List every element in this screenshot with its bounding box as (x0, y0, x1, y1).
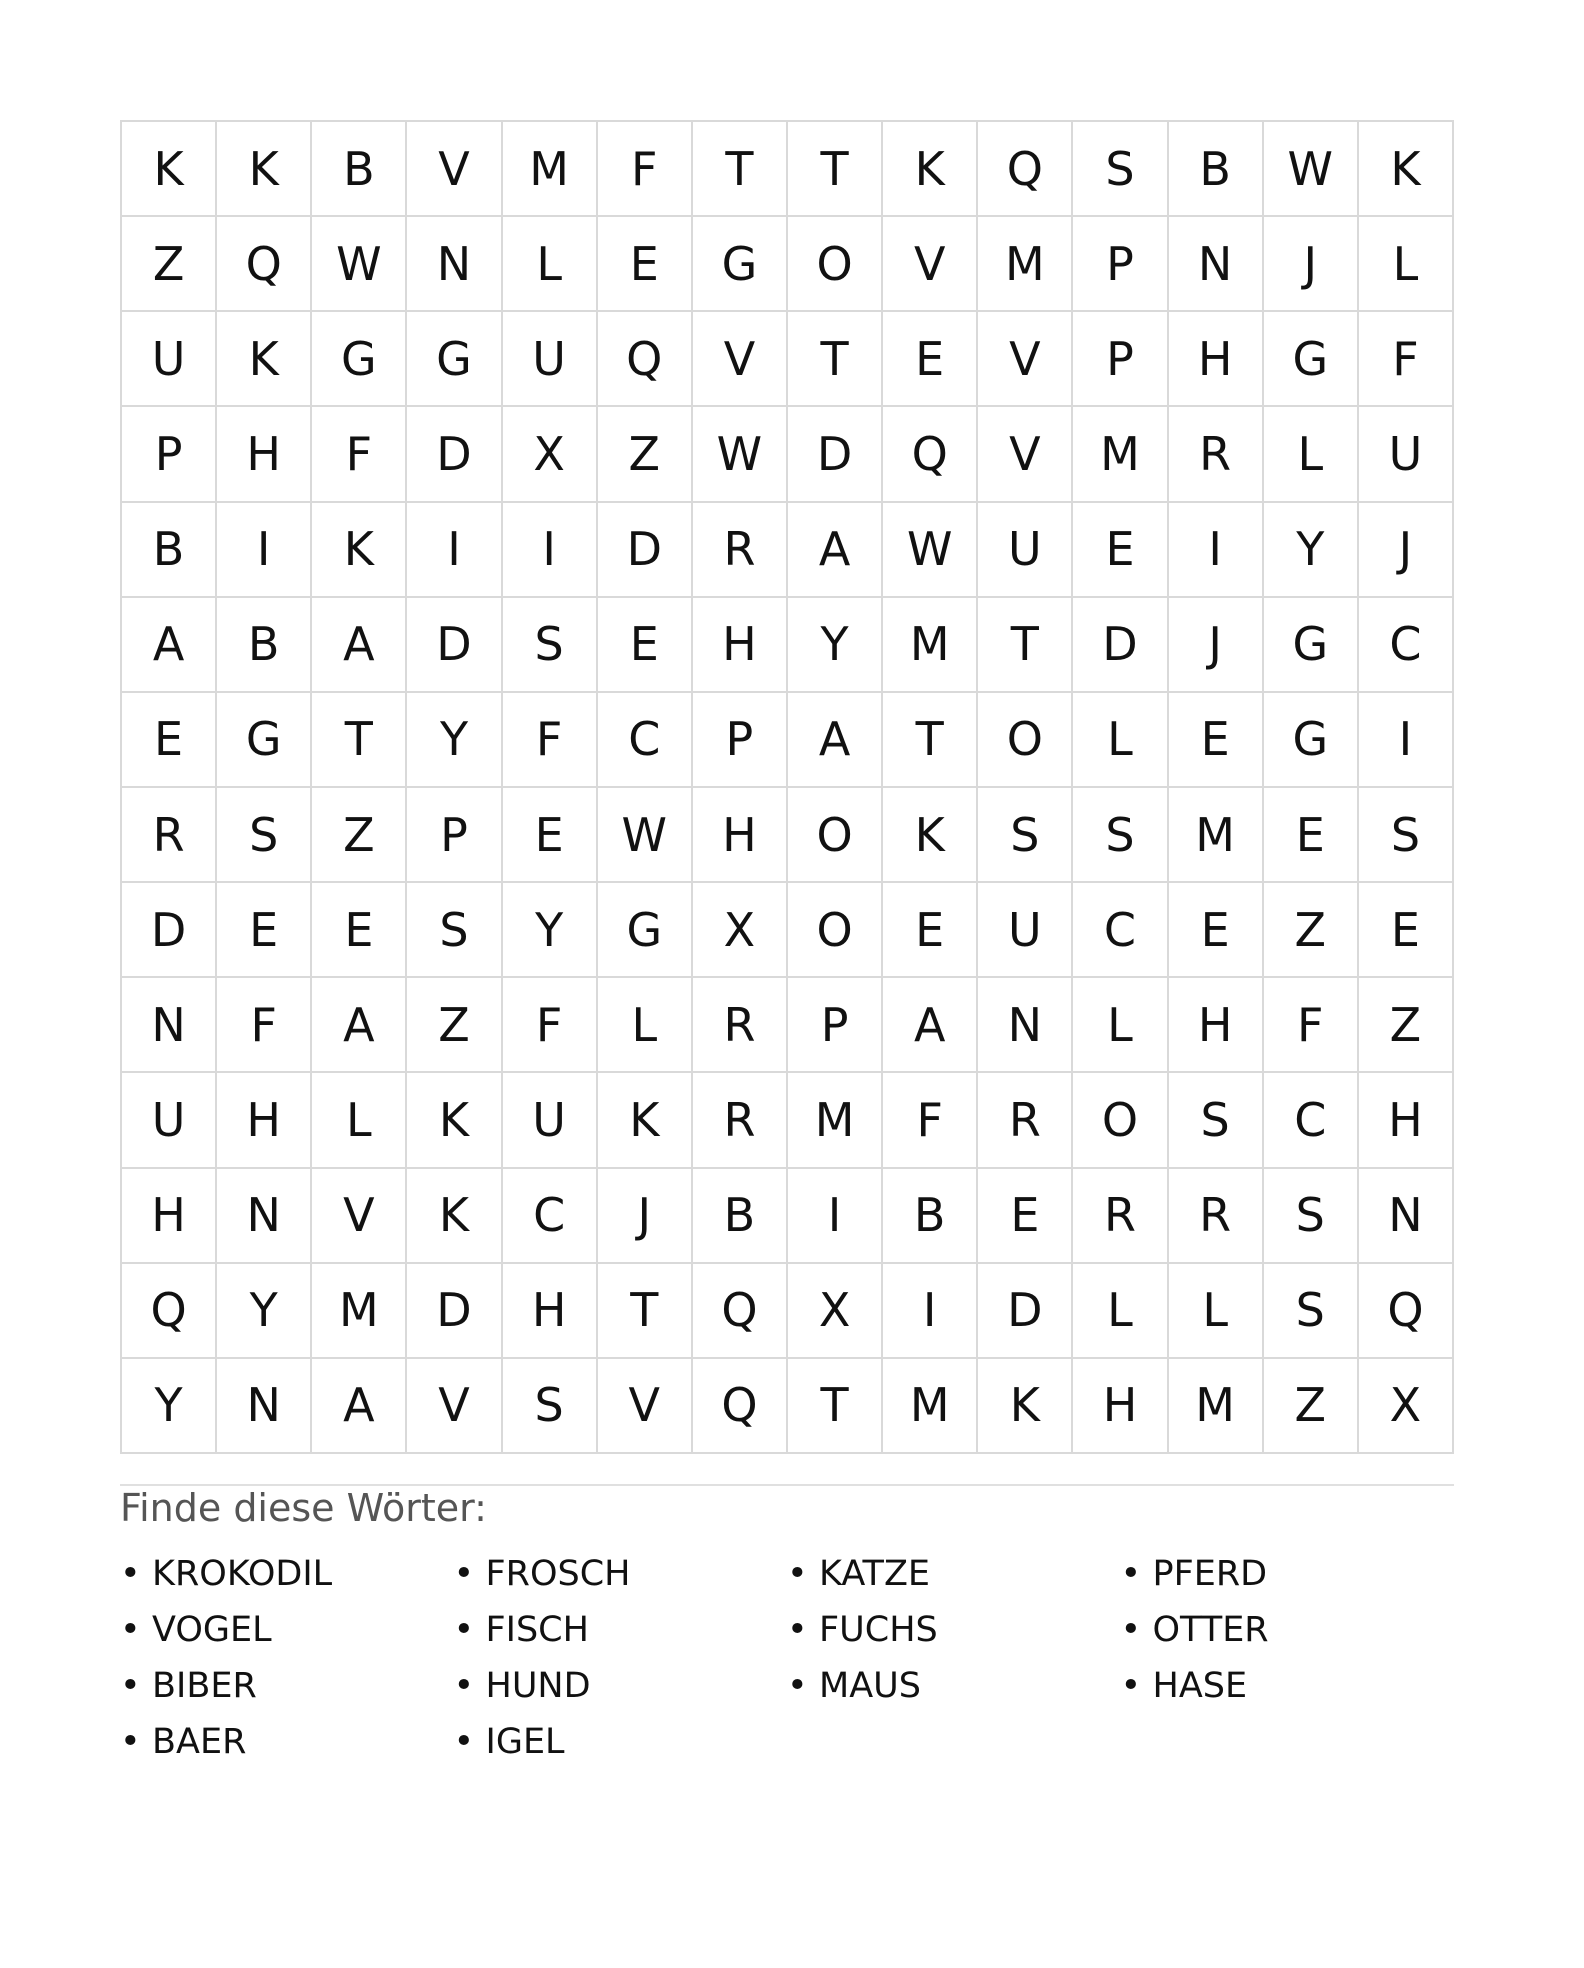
grid-cell-r3-c8[interactable]: T (788, 312, 883, 407)
grid-cell-r9-c1[interactable]: D (122, 883, 217, 978)
grid-cell-r4-c7[interactable]: W (693, 407, 788, 502)
word-list-item (787, 1658, 1121, 1714)
grid-cell-r8-c6[interactable]: W (598, 788, 693, 883)
grid-cell-r7-c4[interactable]: Y (407, 693, 502, 788)
bullet-icon: • (1120, 1666, 1142, 1706)
grid-cell-r4-c1[interactable]: P (122, 407, 217, 502)
grid-cell-r6-c5[interactable]: S (503, 598, 598, 693)
grid-cell-r11-c10[interactable]: R (978, 1073, 1073, 1168)
grid-cell-r2-c12[interactable]: N (1169, 217, 1264, 312)
grid-cell-r10-c11[interactable]: L (1073, 978, 1168, 1073)
grid-cell-r10-c10[interactable]: N (978, 978, 1073, 1073)
grid-cell-r14-c2[interactable]: N (217, 1359, 312, 1454)
grid-cell-r5-c3[interactable]: K (312, 503, 407, 598)
grid-cell-r10-c1[interactable]: N (122, 978, 217, 1073)
grid-cell-r4-c8[interactable]: D (788, 407, 883, 502)
word-label: HUND (485, 1666, 591, 1706)
grid-cell-r8-c12[interactable]: M (1169, 788, 1264, 883)
grid-cell-r13-c1[interactable]: Q (122, 1264, 217, 1359)
grid-cell-r5-c10[interactable]: U (978, 503, 1073, 598)
grid-cell-r6-c9[interactable]: M (883, 598, 978, 693)
grid-cell-r8-c13[interactable]: E (1264, 788, 1359, 883)
grid-cell-r7-c12[interactable]: E (1169, 693, 1264, 788)
grid-cell-r3-c13[interactable]: G (1264, 312, 1359, 407)
grid-cell-r13-c13[interactable]: S (1264, 1264, 1359, 1359)
grid-cell-r8-c11[interactable]: S (1073, 788, 1168, 883)
bullet-icon: • (120, 1722, 141, 1762)
grid-cell-r11-c8[interactable]: M (788, 1073, 883, 1168)
grid-cell-r14-c3[interactable]: A (312, 1359, 407, 1454)
grid-cell-r10-c4[interactable]: Z (407, 978, 502, 1073)
bullet-icon: • (453, 1666, 475, 1706)
grid-cell-r8-c5[interactable]: E (503, 788, 598, 883)
grid-cell-r7-c13[interactable]: G (1264, 693, 1359, 788)
grid-cell-r12-c2[interactable]: N (217, 1169, 312, 1264)
grid-cell-r5-c9[interactable]: W (883, 503, 978, 598)
grid-cell-r7-c11[interactable]: L (1073, 693, 1168, 788)
grid-cell-r13-c14[interactable]: Q (1359, 1264, 1454, 1359)
grid-cell-r4-c10[interactable]: V (978, 407, 1073, 502)
grid-cell-r8-c3[interactable]: Z (312, 788, 407, 883)
grid-cell-r1-c7[interactable]: T (693, 122, 788, 217)
word-label: PFERD (1152, 1554, 1268, 1594)
bullet-icon: • (453, 1722, 475, 1762)
grid-cell-r7-c7[interactable]: P (693, 693, 788, 788)
grid-cell-r12-c3[interactable]: V (312, 1169, 407, 1264)
grid-cell-r10-c6[interactable]: L (598, 978, 693, 1073)
grid-cell-r8-c2[interactable]: S (217, 788, 312, 883)
grid-cell-r9-c12[interactable]: E (1169, 883, 1264, 978)
grid-cell-r3-c3[interactable]: G (312, 312, 407, 407)
grid-cell-r11-c4[interactable]: K (407, 1073, 502, 1168)
grid-cell-r13-c3[interactable]: M (312, 1264, 407, 1359)
grid-cell-r4-c12[interactable]: R (1169, 407, 1264, 502)
grid-cell-r8-c14[interactable]: S (1359, 788, 1454, 883)
grid-cell-r4-c5[interactable]: X (503, 407, 598, 502)
grid-cell-r4-c2[interactable]: H (217, 407, 312, 502)
grid-cell-r13-c4[interactable]: D (407, 1264, 502, 1359)
grid-cell-r2-c11[interactable]: P (1073, 217, 1168, 312)
grid-cell-r12-c5[interactable]: C (503, 1169, 598, 1264)
grid-cell-r9-c2[interactable]: E (217, 883, 312, 978)
grid-cell-r2-c5[interactable]: L (503, 217, 598, 312)
grid-cell-r12-c8[interactable]: I (788, 1169, 883, 1264)
word-label: FROSCH (485, 1554, 631, 1594)
grid-cell-r6-c8[interactable]: Y (788, 598, 883, 693)
grid-cell-r9-c8[interactable]: O (788, 883, 883, 978)
grid-cell-r12-c1[interactable]: H (122, 1169, 217, 1264)
word-label: BIBER (152, 1666, 257, 1706)
grid-cell-r13-c9[interactable]: I (883, 1264, 978, 1359)
grid-cell-r7-c14[interactable]: I (1359, 693, 1454, 788)
grid-cell-r9-c7[interactable]: X (693, 883, 788, 978)
grid-cell-r3-c2[interactable]: K (217, 312, 312, 407)
bullet-icon: • (787, 1554, 808, 1594)
grid-cell-r1-c13[interactable]: W (1264, 122, 1359, 217)
word-label: BAER (152, 1722, 247, 1762)
grid-cell-r9-c10[interactable]: U (978, 883, 1073, 978)
grid-cell-r13-c11[interactable]: L (1073, 1264, 1168, 1359)
grid-cell-r4-c13[interactable]: L (1264, 407, 1359, 502)
grid-cell-r11-c14[interactable]: H (1359, 1073, 1454, 1168)
bullet-icon: • (120, 1666, 141, 1706)
grid-cell-r14-c14[interactable]: X (1359, 1359, 1454, 1454)
grid-cell-r8-c7[interactable]: H (693, 788, 788, 883)
grid-cell-r5-c2[interactable]: I (217, 503, 312, 598)
grid-cell-r11-c1[interactable]: U (122, 1073, 217, 1168)
grid-cell-r1-c11[interactable]: S (1073, 122, 1168, 217)
grid-cell-r6-c3[interactable]: A (312, 598, 407, 693)
grid-cell-r2-c3[interactable]: W (312, 217, 407, 312)
grid-cell-r12-c11[interactable]: R (1073, 1169, 1168, 1264)
grid-cell-r2-c10[interactable]: M (978, 217, 1073, 312)
grid-cell-r7-c8[interactable]: A (788, 693, 883, 788)
word-list-item (120, 1658, 454, 1714)
grid-cell-r10-c9[interactable]: A (883, 978, 978, 1073)
grid-cell-r4-c14[interactable]: U (1359, 407, 1454, 502)
grid-cell-r7-c1[interactable]: E (122, 693, 217, 788)
grid-cell-r1-c4[interactable]: V (407, 122, 502, 217)
grid-cell-r14-c4[interactable]: V (407, 1359, 502, 1454)
grid-cell-r6-c12[interactable]: J (1169, 598, 1264, 693)
grid-cell-r6-c1[interactable]: A (122, 598, 217, 693)
grid-cell-r14-c9[interactable]: M (883, 1359, 978, 1454)
grid-cell-r6-c11[interactable]: D (1073, 598, 1168, 693)
word-label: FISCH (485, 1610, 589, 1650)
grid-cell-r5-c7[interactable]: R (693, 503, 788, 598)
grid-cell-r7-c6[interactable]: C (598, 693, 693, 788)
grid-cell-r11-c2[interactable]: H (217, 1073, 312, 1168)
grid-cell-r13-c12[interactable]: L (1169, 1264, 1264, 1359)
word-label: OTTER (1152, 1610, 1269, 1650)
grid-cell-r9-c3[interactable]: E (312, 883, 407, 978)
word-list-item (120, 1602, 454, 1658)
grid-cell-r6-c13[interactable]: G (1264, 598, 1359, 693)
grid-cell-r6-c2[interactable]: B (217, 598, 312, 693)
grid-cell-r10-c13[interactable]: F (1264, 978, 1359, 1073)
grid-cell-r6-c4[interactable]: D (407, 598, 502, 693)
grid-cell-r10-c12[interactable]: H (1169, 978, 1264, 1073)
grid-cell-r5-c6[interactable]: D (598, 503, 693, 598)
grid-cell-r14-c7[interactable]: Q (693, 1359, 788, 1454)
grid-cell-r1-c12[interactable]: B (1169, 122, 1264, 217)
grid-cell-r10-c2[interactable]: F (217, 978, 312, 1073)
grid-cell-r6-c10[interactable]: T (978, 598, 1073, 693)
grid-cell-r5-c12[interactable]: I (1169, 503, 1264, 598)
grid-cell-r9-c4[interactable]: S (407, 883, 502, 978)
bullet-icon: • (453, 1610, 475, 1650)
word-label: KATZE (819, 1554, 931, 1594)
grid-cell-r4-c11[interactable]: M (1073, 407, 1168, 502)
grid-cell-r7-c2[interactable]: G (217, 693, 312, 788)
grid-cell-r1-c5[interactable]: M (503, 122, 598, 217)
grid-cell-r13-c7[interactable]: Q (693, 1264, 788, 1359)
grid-cell-r12-c7[interactable]: B (693, 1169, 788, 1264)
grid-cell-r2-c9[interactable]: V (883, 217, 978, 312)
grid-cell-r11-c11[interactable]: O (1073, 1073, 1168, 1168)
grid-cell-r1-c10[interactable]: Q (978, 122, 1073, 217)
grid-cell-r14-c10[interactable]: K (978, 1359, 1073, 1454)
grid-cell-r1-c9[interactable]: K (883, 122, 978, 217)
word-list-item (454, 1714, 788, 1770)
grid-cell-r13-c8[interactable]: X (788, 1264, 883, 1359)
grid-cell-r2-c6[interactable]: E (598, 217, 693, 312)
grid-cell-r6-c6[interactable]: E (598, 598, 693, 693)
grid-cell-r9-c13[interactable]: Z (1264, 883, 1359, 978)
bullet-icon: • (787, 1610, 808, 1650)
grid-cell-r12-c14[interactable]: N (1359, 1169, 1454, 1264)
bullet-icon: • (120, 1554, 141, 1594)
grid-cell-r4-c3[interactable]: F (312, 407, 407, 502)
grid-cell-r8-c4[interactable]: P (407, 788, 502, 883)
grid-cell-r7-c10[interactable]: O (978, 693, 1073, 788)
grid-cell-r12-c10[interactable]: E (978, 1169, 1073, 1264)
grid-cell-r2-c4[interactable]: N (407, 217, 502, 312)
grid-cell-r6-c14[interactable]: C (1359, 598, 1454, 693)
grid-cell-r9-c5[interactable]: Y (503, 883, 598, 978)
grid-cell-r10-c8[interactable]: P (788, 978, 883, 1073)
grid-cell-r3-c7[interactable]: V (693, 312, 788, 407)
grid-cell-r2-c7[interactable]: G (693, 217, 788, 312)
grid-cell-r3-c11[interactable]: P (1073, 312, 1168, 407)
word-list-item (454, 1602, 788, 1658)
word-list (120, 1546, 1454, 1770)
grid-cell-r9-c14[interactable]: E (1359, 883, 1454, 978)
grid-cell-r11-c12[interactable]: S (1169, 1073, 1264, 1168)
grid-cell-r1-c6[interactable]: F (598, 122, 693, 217)
grid-cell-r3-c5[interactable]: U (503, 312, 598, 407)
bullet-icon: • (787, 1666, 808, 1706)
grid-cell-r2-c14[interactable]: L (1359, 217, 1454, 312)
grid-cell-r4-c9[interactable]: Q (883, 407, 978, 502)
grid-cell-r13-c6[interactable]: T (598, 1264, 693, 1359)
grid-cell-r12-c6[interactable]: J (598, 1169, 693, 1264)
grid-cell-r4-c6[interactable]: Z (598, 407, 693, 502)
grid-cell-r3-c6[interactable]: Q (598, 312, 693, 407)
grid-cell-r5-c1[interactable]: B (122, 503, 217, 598)
word-label: MAUS (819, 1666, 921, 1706)
grid-cell-r5-c8[interactable]: A (788, 503, 883, 598)
word-list-item (1121, 1658, 1455, 1714)
word-label: VOGEL (152, 1610, 272, 1650)
grid-cell-r2-c8[interactable]: O (788, 217, 883, 312)
bullet-icon: • (1120, 1554, 1142, 1594)
grid-cell-r13-c10[interactable]: D (978, 1264, 1073, 1359)
grid-cell-r2-c2[interactable]: Q (217, 217, 312, 312)
word-list-item (1121, 1546, 1455, 1602)
word-label: FUCHS (819, 1610, 938, 1650)
grid-cell-r5-c5[interactable]: I (503, 503, 598, 598)
grid-cell-r14-c8[interactable]: T (788, 1359, 883, 1454)
grid-cell-r2-c1[interactable]: Z (122, 217, 217, 312)
word-list-item (454, 1546, 788, 1602)
grid-cell-r12-c12[interactable]: R (1169, 1169, 1264, 1264)
grid-cell-r9-c6[interactable]: G (598, 883, 693, 978)
grid-cell-r3-c10[interactable]: V (978, 312, 1073, 407)
grid-cell-r14-c5[interactable]: S (503, 1359, 598, 1454)
grid-cell-r13-c2[interactable]: Y (217, 1264, 312, 1359)
word-list-item (454, 1658, 788, 1714)
grid-cell-r12-c4[interactable]: K (407, 1169, 502, 1264)
word-list-heading: Finde diese Wörter: (120, 1486, 487, 1530)
grid-cell-r14-c12[interactable]: M (1169, 1359, 1264, 1454)
grid-cell-r14-c6[interactable]: V (598, 1359, 693, 1454)
grid-cell-r5-c11[interactable]: E (1073, 503, 1168, 598)
grid-cell-r12-c13[interactable]: S (1264, 1169, 1359, 1264)
grid-cell-r5-c13[interactable]: Y (1264, 503, 1359, 598)
grid-cell-r12-c9[interactable]: B (883, 1169, 978, 1264)
grid-cell-r14-c11[interactable]: H (1073, 1359, 1168, 1454)
grid-cell-r3-c9[interactable]: E (883, 312, 978, 407)
grid-cell-r10-c3[interactable]: A (312, 978, 407, 1073)
bullet-icon: • (453, 1554, 475, 1594)
word-list-item (120, 1714, 454, 1770)
grid-cell-r11-c13[interactable]: C (1264, 1073, 1359, 1168)
grid-cell-r8-c10[interactable]: S (978, 788, 1073, 883)
word-label: KROKODIL (152, 1554, 333, 1594)
word-list-item (787, 1546, 1121, 1602)
grid-cell-r4-c4[interactable]: D (407, 407, 502, 502)
grid-cell-r5-c4[interactable]: I (407, 503, 502, 598)
grid-cell-r14-c13[interactable]: Z (1264, 1359, 1359, 1454)
grid-cell-r11-c5[interactable]: U (503, 1073, 598, 1168)
grid-cell-r7-c5[interactable]: F (503, 693, 598, 788)
grid-cell-r8-c8[interactable]: O (788, 788, 883, 883)
grid-cell-r11-c3[interactable]: L (312, 1073, 407, 1168)
word-list-item (787, 1602, 1121, 1658)
grid-cell-r10-c5[interactable]: F (503, 978, 598, 1073)
grid-cell-r1-c1[interactable]: K (122, 122, 217, 217)
grid-cell-r1-c8[interactable]: T (788, 122, 883, 217)
grid-cell-r14-c1[interactable]: Y (122, 1359, 217, 1454)
grid-cell-r9-c9[interactable]: E (883, 883, 978, 978)
grid-cell-r7-c9[interactable]: T (883, 693, 978, 788)
grid-cell-r5-c14[interactable]: J (1359, 503, 1454, 598)
grid-cell-r3-c4[interactable]: G (407, 312, 502, 407)
grid-cell-r11-c7[interactable]: R (693, 1073, 788, 1168)
word-list-item (1121, 1602, 1455, 1658)
word-label: IGEL (485, 1722, 565, 1762)
word-list-item (120, 1546, 454, 1602)
letter-grid (120, 120, 1454, 1454)
bullet-icon: • (120, 1610, 141, 1650)
grid-cell-r3-c1[interactable]: U (122, 312, 217, 407)
grid-cell-r10-c14[interactable]: Z (1359, 978, 1454, 1073)
grid-cell-r9-c11[interactable]: C (1073, 883, 1168, 978)
word-label: HASE (1152, 1666, 1248, 1706)
grid-cell-r1-c3[interactable]: B (312, 122, 407, 217)
grid-cell-r11-c9[interactable]: F (883, 1073, 978, 1168)
grid-cell-r7-c3[interactable]: T (312, 693, 407, 788)
grid-cell-r13-c5[interactable]: H (503, 1264, 598, 1359)
grid-cell-r1-c2[interactable]: K (217, 122, 312, 217)
grid-cell-r3-c14[interactable]: F (1359, 312, 1454, 407)
grid-cell-r2-c13[interactable]: J (1264, 217, 1359, 312)
grid-cell-r6-c7[interactable]: H (693, 598, 788, 693)
grid-cell-r11-c6[interactable]: K (598, 1073, 693, 1168)
grid-cell-r1-c14[interactable]: K (1359, 122, 1454, 217)
grid-cell-r3-c12[interactable]: H (1169, 312, 1264, 407)
grid-cell-r8-c9[interactable]: K (883, 788, 978, 883)
grid-cell-r10-c7[interactable]: R (693, 978, 788, 1073)
bullet-icon: • (1120, 1610, 1142, 1650)
grid-cell-r8-c1[interactable]: R (122, 788, 217, 883)
